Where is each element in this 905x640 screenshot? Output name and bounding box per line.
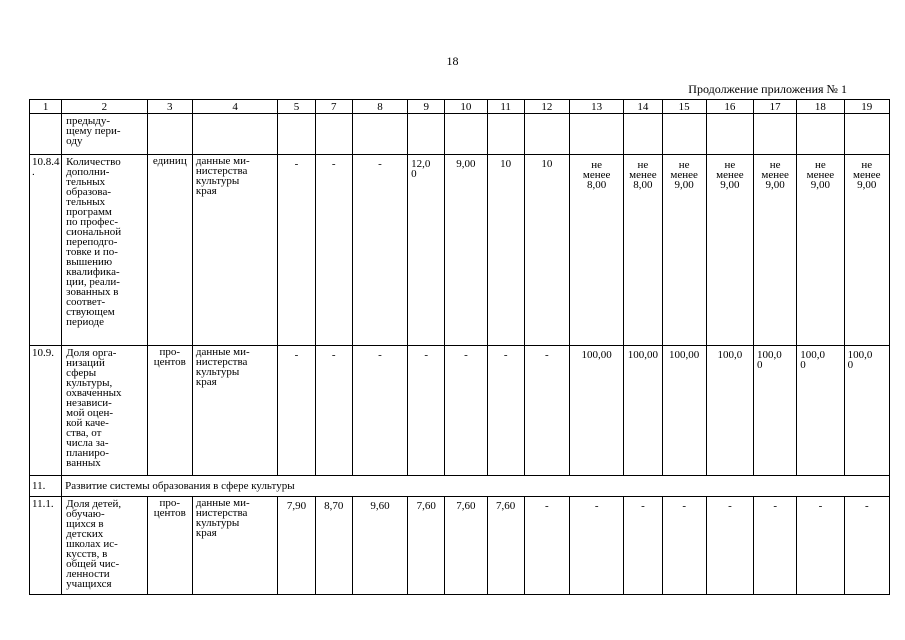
value-cell: не менее 8,00 (624, 155, 662, 346)
value-cell: - (570, 497, 624, 595)
header-cell: 14 (624, 100, 662, 114)
table-row (30, 346, 890, 476)
value-cell: не менее 9,00 (706, 155, 753, 346)
source-cell: данные ми- нистерства культуры края (192, 346, 277, 476)
header-cell: 16 (706, 100, 753, 114)
value-cell: 7,60 (408, 497, 445, 595)
value-cell: 100,00 (570, 346, 624, 476)
header-cell: 7 (315, 100, 352, 114)
header-cell: 1 (30, 100, 62, 114)
value-cell (352, 114, 407, 155)
value-cell: - (445, 346, 487, 476)
header-cell: 5 (278, 100, 315, 114)
value-cell: 8,70 (315, 497, 352, 595)
value-cell: 100,00 (662, 346, 706, 476)
value-cell: 100,0 (706, 346, 753, 476)
value-cell: - (524, 346, 569, 476)
row-id-cell: 10.9. (30, 346, 62, 476)
row-id-cell: 11. (30, 476, 62, 497)
value-cell: 100,00 (624, 346, 662, 476)
table-row (30, 155, 890, 346)
value-cell: 7,90 (278, 497, 315, 595)
indicator-name-cell: предыду- щему пери- оду (62, 114, 147, 155)
value-cell (570, 114, 624, 155)
value-cell (706, 114, 753, 155)
value-cell: - (315, 155, 352, 346)
value-cell (524, 114, 569, 155)
header-cell: 8 (352, 100, 407, 114)
value-cell: 7,60 (487, 497, 524, 595)
continuation-title: Продолжение приложения № 1 (688, 82, 847, 96)
value-cell: 100,0 0 (844, 346, 889, 476)
value-cell: 10 (487, 155, 524, 346)
value-cell (315, 114, 352, 155)
source-cell (192, 114, 277, 155)
value-cell: 9,60 (352, 497, 407, 595)
value-cell (624, 114, 662, 155)
value-cell: - (662, 497, 706, 595)
value-cell: - (844, 497, 889, 595)
table-row (30, 114, 890, 155)
indicators-table (29, 99, 890, 595)
value-cell: - (278, 346, 315, 476)
value-cell: - (408, 346, 445, 476)
value-cell: 12,0 0 (408, 155, 445, 346)
value-cell: не менее 9,00 (797, 155, 844, 346)
header-cell: 11 (487, 100, 524, 114)
value-cell: - (797, 497, 844, 595)
header-cell: 19 (844, 100, 889, 114)
value-cell: - (524, 497, 569, 595)
value-cell: 9,00 (445, 155, 487, 346)
indicator-name-cell: Доля орга- низаций сферы культуры, охваченных независи- мой оцен- кой каче- ства, от числа за- планиро- ванных (62, 346, 147, 476)
value-cell: - (352, 155, 407, 346)
value-cell: - (315, 346, 352, 476)
value-cell (797, 114, 844, 155)
header-cell: 13 (570, 100, 624, 114)
header-cell: 4 (192, 100, 277, 114)
row-id-cell: 11.1. (30, 497, 62, 595)
value-cell: - (487, 346, 524, 476)
value-cell: - (754, 497, 797, 595)
value-cell: не менее 9,00 (754, 155, 797, 346)
indicator-name-cell: Доля детей, обучаю- щихся в детских школах ис- кусств, в общей чис- ленности учащихся (62, 497, 147, 595)
value-cell: - (624, 497, 662, 595)
header-cell: 18 (797, 100, 844, 114)
value-cell (487, 114, 524, 155)
page-number: 18 (446, 54, 459, 68)
value-cell: - (706, 497, 753, 595)
value-cell: - (352, 346, 407, 476)
unit-cell: про- центов (147, 346, 192, 476)
value-cell: не менее 8,00 (570, 155, 624, 346)
value-cell (445, 114, 487, 155)
table-row (30, 497, 890, 595)
value-cell: 100,0 0 (754, 346, 797, 476)
section-row (30, 476, 890, 497)
header-cell: 15 (662, 100, 706, 114)
unit-cell (147, 114, 192, 155)
value-cell (754, 114, 797, 155)
header-row (30, 100, 890, 114)
value-cell: - (278, 155, 315, 346)
value-cell (844, 114, 889, 155)
header-cell: 3 (147, 100, 192, 114)
row-id-cell: 10.8.4 . (30, 155, 62, 346)
value-cell (408, 114, 445, 155)
unit-cell: единиц (147, 155, 192, 346)
header-cell: 12 (524, 100, 569, 114)
value-cell (662, 114, 706, 155)
header-cell: 2 (62, 100, 147, 114)
value-cell: не менее 9,00 (844, 155, 889, 346)
header-cell: 10 (445, 100, 487, 114)
header-cell: 17 (754, 100, 797, 114)
row-id-cell (30, 114, 62, 155)
source-cell: данные ми- нистерства культуры края (192, 497, 277, 595)
value-cell: 100,0 0 (797, 346, 844, 476)
value-cell: 7,60 (445, 497, 487, 595)
source-cell: данные ми- нистерства культуры края (192, 155, 277, 346)
indicator-name-cell: Количество дополни- тельных образова- тельных программ по профес- сиональной переподго- товке и по- вышению квалифика- ции, реали- зованных в соответ- ствующем периоде (62, 155, 147, 346)
value-cell (278, 114, 315, 155)
header-cell: 9 (408, 100, 445, 114)
value-cell: 10 (524, 155, 569, 346)
value-cell: не менее 9,00 (662, 155, 706, 346)
section-title-cell: Развитие системы образования в сфере культуры (62, 476, 890, 497)
unit-cell: про- центов (147, 497, 192, 595)
